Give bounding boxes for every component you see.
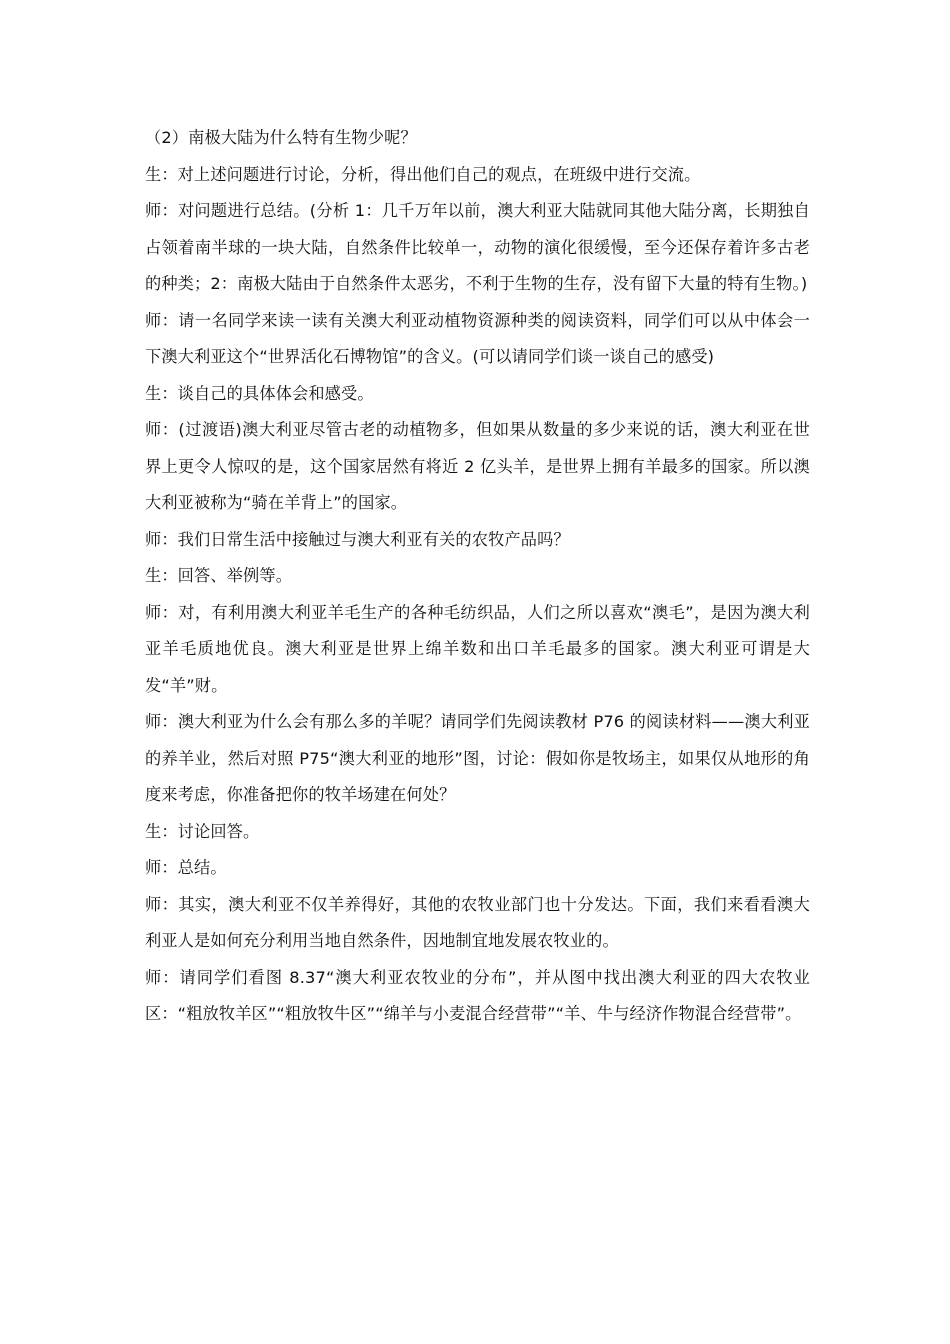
student-paragraph: 生：讨论回答。 [145,821,260,841]
student-paragraph: 生：谈自己的具体体会和感受。 [145,383,374,403]
teacher-paragraph: 师：澳大利亚为什么会有那么多的羊呢？请同学们先阅读教材 P76 的阅读材料——澳大利亚的养羊业，然后对照 P75“澳大利亚的地形”图，讨论：假如你是牧场主，如果仅从地形的角度来考虑，你准备把你的牧羊场建在何处？ [145,712,810,804]
teacher-paragraph: 师：对问题进行总结。(分析 1：几千万年以前，澳大利亚大陆就同其他大陆分离，长期独自占领着南半球的一块大陆，自然条件比较单一，动物的演化很缓慢，至今还保存着许多古老的种类；2：南极大陆由于自然条件太恶劣，不利于生物的生存，没有留下大量的特有生物。) [145,201,810,293]
teacher-paragraph: 师：总结。 [145,858,227,877]
teacher-paragraph: 师：(过渡语)澳大利亚尽管古老的动植物多，但如果从数量的多少来说的话，澳大利亚在世界上更令人惊叹的是，这个国家居然有将近 2 亿头羊，是世界上拥有羊最多的国家。所以澳大利亚被称为“骑在羊背上”的国家。 [145,420,810,512]
student-paragraph: 生：对上述问题进行讨论，分析，得出他们自己的观点，在班级中进行交流。 [145,164,701,184]
question-paragraph: （2）南极大陆为什么特有生物少呢？ [145,128,417,147]
teacher-paragraph: 师：对，有利用澳大利亚羊毛生产的各种毛纺织品，人们之所以喜欢“澳毛”，是因为澳大利亚羊毛质地优良。澳大利亚是世界上绵羊数和出口羊毛最多的国家。澳大利亚可谓是大发“羊”财。 [145,602,810,695]
teacher-paragraph: 师：我们日常生活中接触过与澳大利亚有关的农牧产品吗？ [145,529,570,549]
teacher-paragraph: 师：其实，澳大利亚不仅羊养得好，其他的农牧业部门也十分发达。下面，我们来看看澳大利亚人是如何充分利用当地自然条件，因地制宜地发展农牧业的。 [145,894,810,950]
teacher-paragraph: 师：请同学们看图 8.37“澳大利亚农牧业的分布”，并从图中找出澳大利亚的四大农牧业区：“粗放牧羊区”“粗放牧牛区”“绵羊与小麦混合经营带”“羊、牛与经济作物混合经营带”。 [145,967,810,1023]
document-body [145,120,810,1033]
teacher-paragraph: 师：请一名同学来读一读有关澳大利亚动植物资源种类的阅读资料，同学们可以从中体会一下澳大利亚这个“世界活化石博物馆”的含义。(可以请同学们谈一谈自己的感受) [145,310,810,366]
student-paragraph: 生：回答、举例等。 [145,566,293,585]
